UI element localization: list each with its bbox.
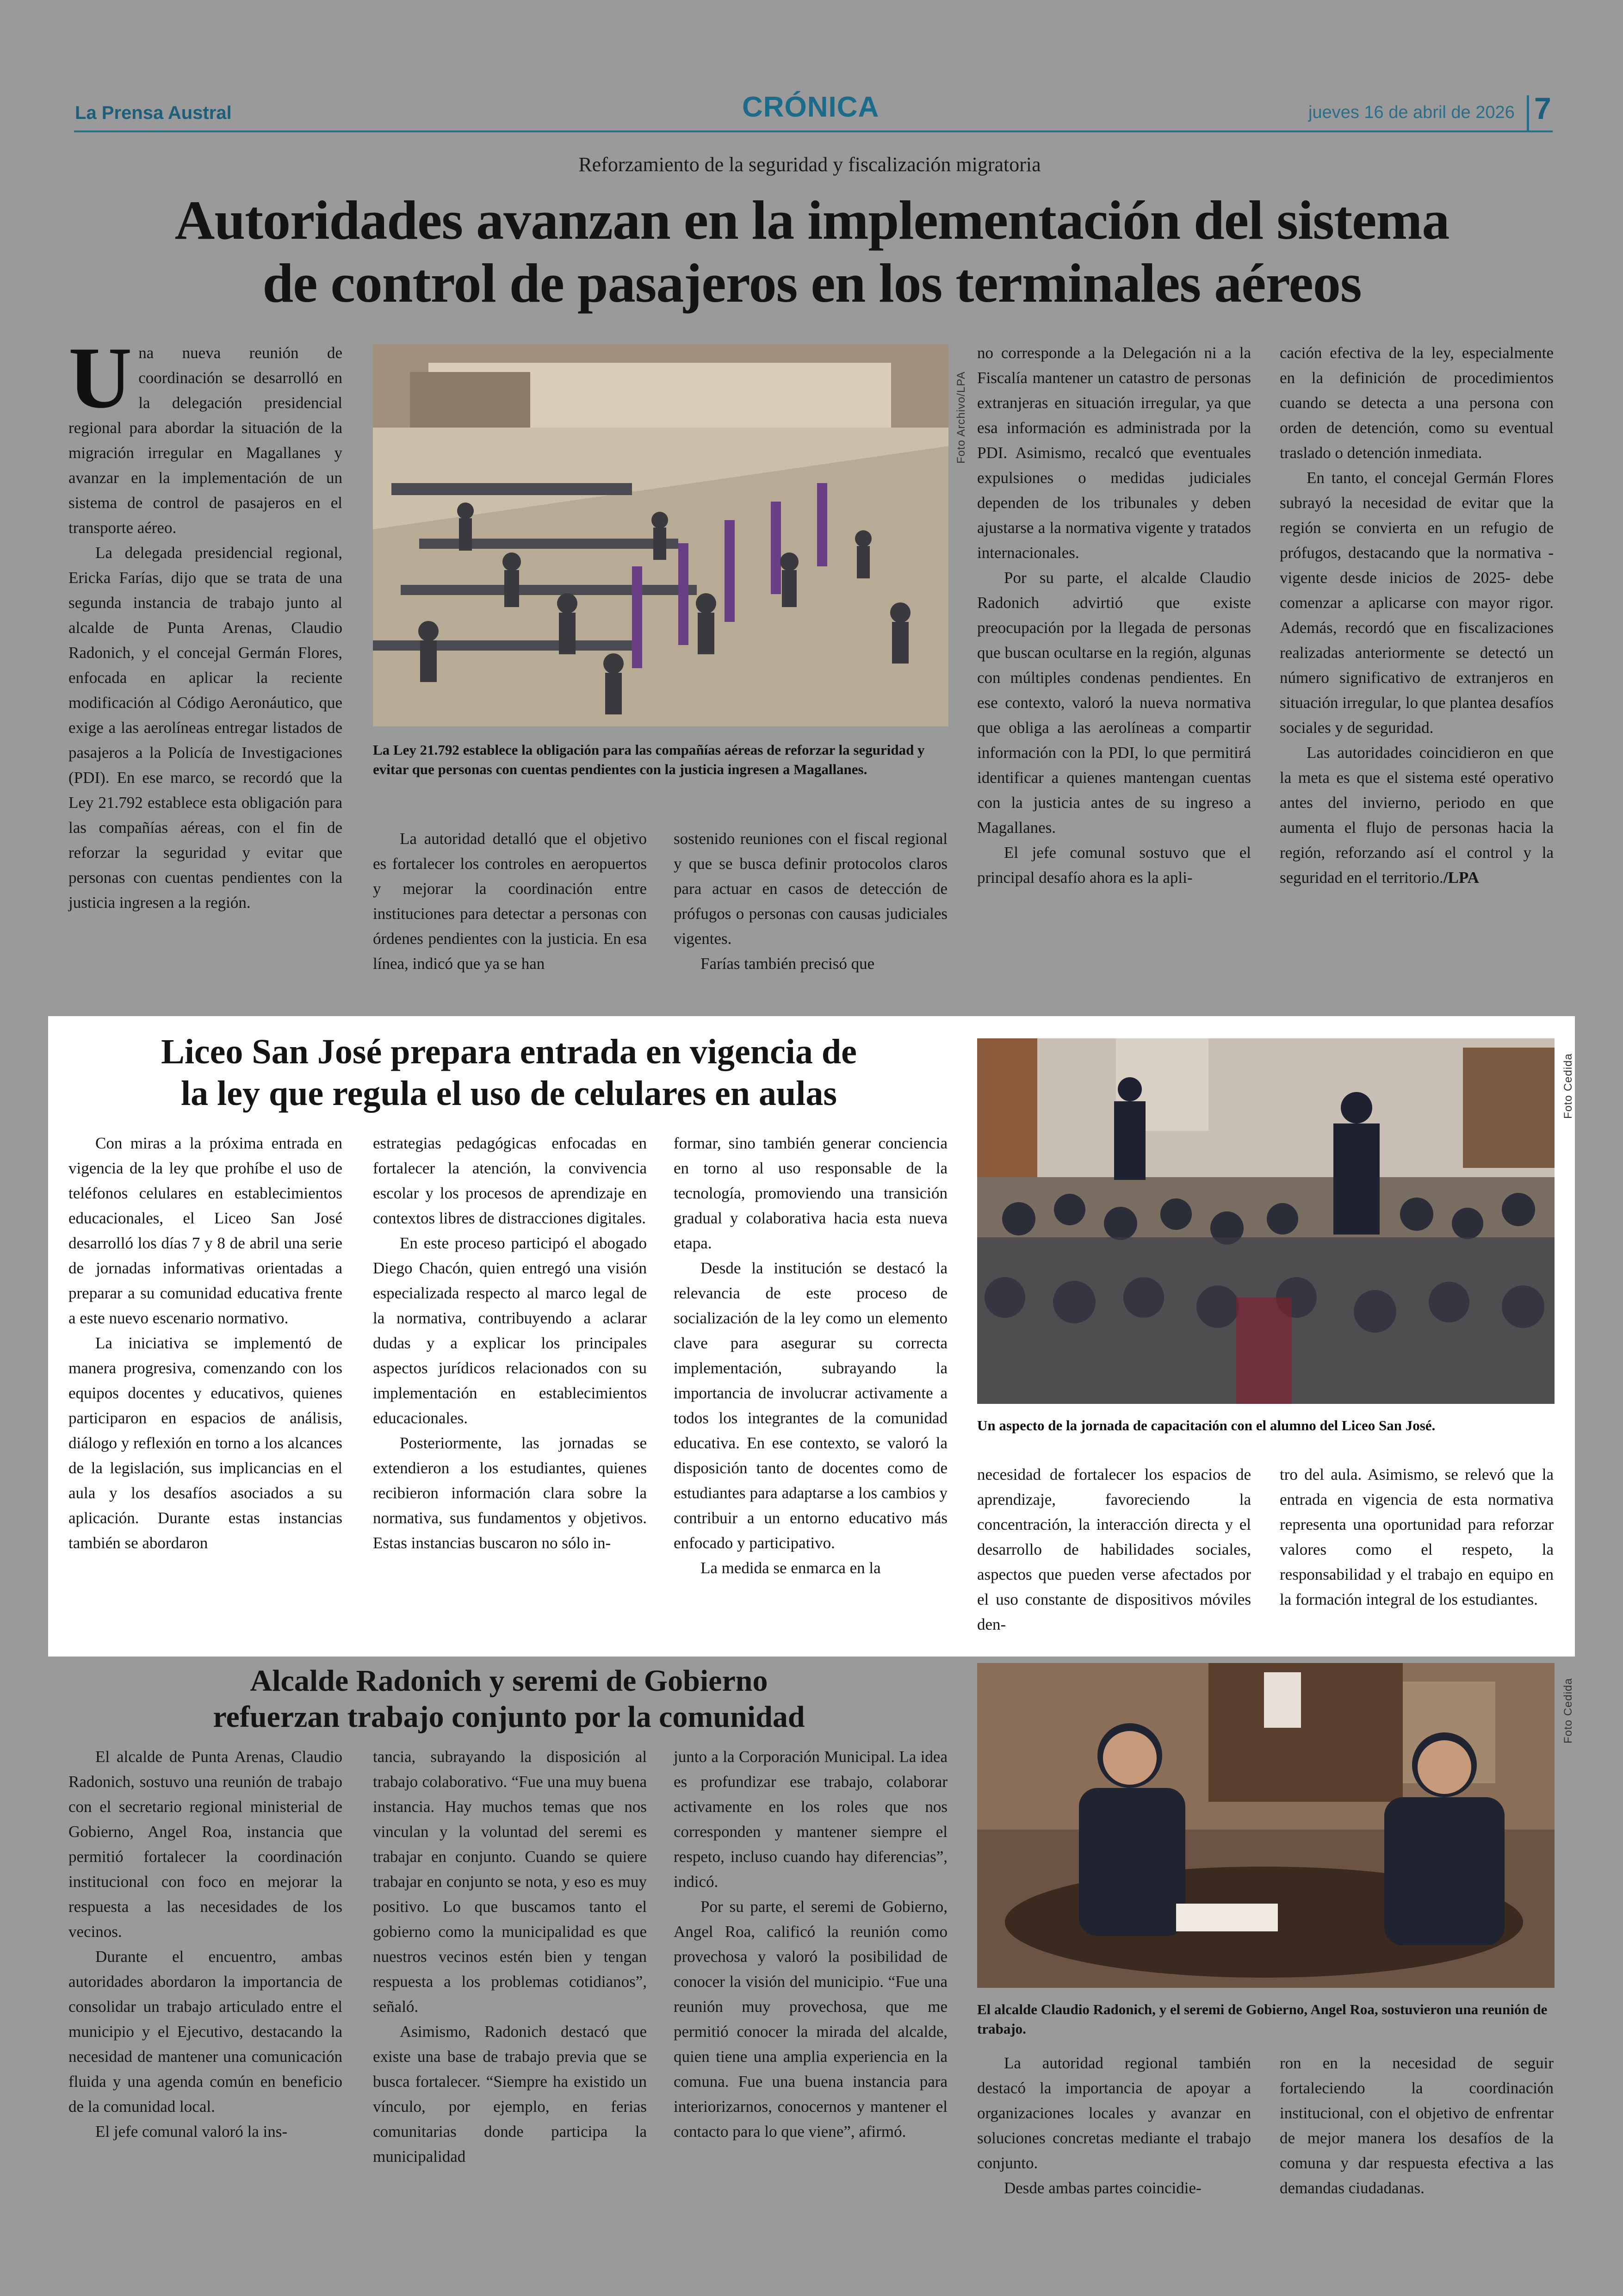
article3-column-3 — [674, 1744, 948, 2144]
article1-photo-caption: La Ley 21.792 establece la obligación para las compañías aéreas de reforzar la seguridad y evitar que personas con cuentas pendientes con la justicia ingresen a Magallanes. — [373, 742, 925, 777]
article2-column-1 — [68, 1131, 342, 1556]
article3-headline-line1: Alcalde Radonich y seremi de Gobierno — [250, 1664, 768, 1698]
article1-col3-paragraph2: Farías también precisó que — [700, 955, 875, 973]
article2-col3-paragraph2: Desde la institución se destacó la relevancia de este proceso de socialización de la ley como un elemento clave para asegurar su correcta implementación, subrayando la importancia de involucrar activamente a todos los integrantes de la comunidad educativa. En ese contexto, se valoró la disposición tanto de docentes como de estudiantes para adaptarse a los cambios y contribuir a un entorno educativo más enfocado y participativo. — [674, 1259, 948, 1552]
meeting-illustration — [977, 1663, 1555, 1988]
drop-cap: U — [68, 329, 132, 427]
article3-col1-paragraph1: El alcalde de Punta Arenas, Claudio Radonich, sostuvo una reunión de trabajo con el secretario regional ministerial de Gobierno, Angel Roa, instancia que permitió fortalecer la coordinación institucional con foco en mejorar la respuesta a las necesidades de los vecinos. — [68, 1748, 342, 1941]
article2-column-2 — [373, 1131, 647, 1556]
article2-col5-paragraph1: tro del aula. Asimismo, se relevó que la entrada en vigencia de esta normativa representa una oportunidad para reforzar valores como el respeto, la responsabilidad y el trabajo en equipo en la formación integral de los estudiantes. — [1280, 1465, 1554, 1608]
article2-col2-paragraph3: Posteriormente, las jornadas se extendieron a los estudiantes, quienes recibieron información clara sobre la normativa, sus fundamentos y objetivos. Estas instancias buscaron no sólo in- — [373, 1434, 647, 1552]
article3-col3-paragraph1: junto a la Corporación Municipal. La idea es profundizar ese trabajo, colaborar activamente en los roles que nos corresponden y mantener siempre el respeto, incluso cuando hay diferencias”, indicó. — [674, 1748, 948, 1891]
article2-col3-paragraph3: La medida se enmarca en la — [700, 1559, 881, 1577]
article1-photo-credit: Foto Archivo/LPA — [955, 371, 967, 464]
article1-column-4 — [977, 341, 1251, 890]
article3-col4-paragraph1: La autoridad regional también destacó la importancia de apoyar a organizaciones locales y avanzar en soluciones concretas mediante el trabajo conjunto. — [977, 2054, 1251, 2172]
meeting-photo — [977, 1663, 1555, 1988]
article3-column-1 — [68, 1744, 342, 2144]
article2-photo-caption: Un aspecto de la jornada de capacitación con el alumno del Liceo San José. — [977, 1417, 1436, 1433]
article3-col5-paragraph1: ron en la necesidad de seguir fortaleciendo la coordinación institucional, con el objetivo de enfrentar de mejor manera los desafíos de la comuna y dar respuesta efectiva a las demandas ciudadanas. — [1280, 2054, 1554, 2197]
article1-headline-line2: de control de pasajeros en los terminales aéreos — [262, 252, 1362, 314]
article3-col3-paragraph2: Por su parte, el seremi de Gobierno, Angel Roa, calificó la reunión como provechosa y valoró la posibilidad de conocer la visión del municipio. “Fue una reunión muy provechosa, que me permitió conocer la mirada del alcalde, quien tiene una amplia experiencia en la comuna. Fue una buena instancia para interiorizarnos, conocernos y mantener el contacto para lo que viene”, afirmó. — [674, 1898, 948, 2141]
article1-column-1 — [68, 329, 342, 915]
article1-column-2 — [373, 826, 647, 976]
article2-column-4 — [977, 1462, 1251, 1637]
article1-col5-paragraph2: En tanto, el concejal Germán Flores subrayó la necesidad de evitar que la región se convierta en un refugio de prófugos, destacando que la normativa -vigente desde inicios de 2025- debe comenzar a aplicarse con mayor rigor. Además, recordó que en fiscalizaciones realizadas anteriormente se detectó un número significativo de extranjeros en situación irregular, lo que plantea desafíos sociales y de seguridad. — [1280, 469, 1554, 737]
article3-col2-paragraph2: Asimismo, Radonich destacó que existe una base de trabajo previa que se busca fortalecer. “Siempre ha existido un vínculo, por ejemplo, en ferias comunitarias donde participa la municipalidad — [373, 2023, 647, 2166]
article2-col1-paragraph2: La iniciativa se implementó de manera progresiva, comenzando con los equipos docentes y educativos, quienes participaron en espacios de análisis, diálogo y reflexión en torno a los alcances de la legislación, sus implicancias en el aula y los desafíos asociados a su aplicación. Durante estas instancias también se abordaron — [68, 1334, 342, 1552]
article1-col5-paragraph3: Las autoridades coincidieron en que la meta es que el sistema esté operativo antes del invierno, periodo en que aumenta el flujo de personas hacia la región, reforzando así el control y la seguridad en el territorio. — [1280, 744, 1554, 887]
page-number: 7 — [1534, 91, 1551, 125]
brand-name: La Prensa Austral — [75, 103, 232, 123]
article1-signature: /LPA — [1443, 869, 1479, 887]
article1-col2-paragraph1: La autoridad detalló que el objetivo es fortalecer los controles en aeropuertos y mejorar la coordinación entre instituciones para detectar a personas con órdenes pendientes con la justicia. En esa línea, indicó que ya se han — [373, 830, 647, 973]
article3-headline-line2: refuerzan trabajo conjunto por la comunidad — [213, 1700, 805, 1734]
article2-col4-paragraph1: necesidad de fortalecer los espacios de aprendizaje, favoreciendo la concentración, la interacción directa y el desarrollo de habilidades sociales, aspectos que pueden verse afectados por el uso constante de dispositivos móviles den- — [977, 1465, 1251, 1633]
article1-col4-paragraph3: El jefe comunal sostuvo que el principal desafío ahora es la apli- — [977, 844, 1251, 887]
article1-col4-paragraph1: no corresponde a la Delegación ni a la Fiscalía mantener un catastro de personas extranjeras en situación irregular, ya que esa información es administrada por la PDI. Asimismo, recalcó que eventuales expulsiones o medidas judiciales dependen de los tribunales y deben ajustarse a la normativa vigente y tratados internacionales. — [977, 344, 1251, 562]
article2-col2-paragraph1: estrategias pedagógicas enfocadas en fortalecer la atención, la convivencia escolar y los procesos de aprendizaje en contextos libres de distracciones digitales. — [373, 1134, 647, 1227]
article3-col1-paragraph2: Durante el encuentro, ambas autoridades abordaron la importancia de consolidar un trabajo articulado entre el municipio y el Ejecutivo, destacando la necesidad de mantener una comunicación fluida y una agenda común en beneficio de la comunidad local. — [68, 1948, 342, 2116]
article3-col1-paragraph3: El jefe comunal valoró la ins- — [95, 2122, 287, 2141]
article3-col2-paragraph1: tancia, subrayando la disposición al trabajo colaborativo. “Fue una muy buena instancia. Hay muchos temas que nos vinculan y la voluntad del seremi es trabajar en conjunto. Cuando se quiere trabajar en conjunto se nota, y eso es muy positivo. Lo que buscamos tanto el gobierno como la municipalidad es que nuestros vecinos estén bien y tengan respuesta a los problemas cotidianos”, señaló. — [373, 1748, 647, 2016]
article1-kicker: Reforzamiento de la seguridad y fiscalización migratoria — [578, 153, 1041, 176]
article2-column-5 — [1280, 1462, 1554, 1612]
airport-terminal-illustration — [373, 344, 948, 726]
article1-col4-paragraph2: Por su parte, el alcalde Claudio Radonich advirtió que existe preocupación por la llegada de personas que buscan ocultarse en la región, algunas con múltiples condenas pendientes. En ese contexto, valoró la nueva normativa que obliga a las aerolíneas a compartir información con la PDI, lo que permitirá identificar a quienes mantengan cuentas con la justicia antes de su ingreso a Magallanes. — [977, 569, 1251, 837]
header-date: jueves 16 de abril de 2026 — [1308, 103, 1515, 122]
article3-photo-credit: Foto Cedida — [1562, 1678, 1574, 1744]
article2-headline-line1: Liceo San José prepara entrada en vigencia de — [161, 1032, 857, 1071]
article1-column-5 — [1280, 341, 1554, 890]
section-title: CRÓNICA — [742, 91, 880, 123]
classroom-photo — [977, 1038, 1555, 1404]
classroom-illustration — [977, 1038, 1555, 1404]
article3-col4-paragraph2: Desde ambas partes coincidie- — [1004, 2179, 1202, 2197]
article2-col2-paragraph2: En este proceso participó el abogado Diego Chacón, quien entregó una visión especializada respecto al marco legal de la normativa, contribuyendo a aclarar dudas y a explicar los principales aspectos jurídicos relacionados con su implementación en establecimientos educacionales. — [373, 1234, 647, 1427]
article2-col3-paragraph1: formar, sino también generar conciencia en torno al uso responsable de la tecnología, promoviendo una transición gradual y colaborativa hacia esta nueva etapa. — [674, 1134, 948, 1252]
article3-photo-caption: El alcalde Claudio Radonich, y el seremi de Gobierno, Angel Roa, sostuvieron una reunión de trabajo. — [977, 2001, 1548, 2037]
article3-headline — [93, 1663, 925, 1735]
article2-photo-credit: Foto Cedida — [1562, 1053, 1574, 1119]
article2-column-3 — [674, 1131, 948, 1581]
article2-col1-paragraph1: Con miras a la próxima entrada en vigencia de la ley que prohíbe el uso de teléfonos celulares en establecimientos educacionales, el Liceo San José desarrolló los días 7 y 8 de abril una serie de jornadas informativas orientadas a preparar a su comunidad educativa frente a este nuevo escenario normativo. — [68, 1134, 342, 1327]
article1-column-3 — [674, 826, 948, 976]
article1-headline — [69, 189, 1555, 315]
airport-terminal-photo — [373, 344, 948, 726]
article2-headline-line2: la ley que regula el uso de celulares en aulas — [181, 1074, 837, 1113]
article3-column-4 — [977, 2051, 1251, 2201]
article1-col3-paragraph1: sostenido reuniones con el fiscal regional y que se busca definir protocolos claros para actuar en casos de detección de prófugos o personas con causas judiciales vigentes. — [674, 830, 948, 948]
article3-column-2 — [373, 1744, 647, 2169]
article1-headline-line1: Autoridades avanzan en la implementación del sistema — [174, 189, 1450, 251]
header-rule — [74, 130, 1553, 132]
article1-col1-paragraph1: na nueva reunión de coordinación se desarrolló en la delegación presidencial regional para abordar la situación de la migración irregular en Magallanes y avanzar en la implementación de un sistema de control de pasajeros en el transporte aéreo. — [68, 344, 342, 537]
article2-headline — [69, 1031, 948, 1114]
article1-col1-paragraph2: La delegada presidencial regional, Ericka Farías, dijo que se trata de una segunda instancia de trabajo junto al alcalde de Punta Arenas, Claudio Radonich, y el concejal Germán Flores, enfocada en aplicar la reciente modificación al Código Aeronáutico, que exige a las aerolíneas entregar listados de pasajeros a la Policía de Investigaciones (PDI). En ese marco, se recordó que la Ley 21.792 establece esta obligación para las compañías aéreas, con el fin de reforzar la seguridad y evitar que personas con cuentas pendientes con la justicia ingresen a la región. — [68, 544, 342, 912]
header-separator — [1527, 95, 1529, 130]
article3-column-5 — [1280, 2051, 1554, 2201]
article1-col5-paragraph1: cación efectiva de la ley, especialmente en la definición de procedimientos cuando se detecta a una persona con orden de detención, como su eventual traslado o detención inmediata. — [1280, 344, 1554, 462]
